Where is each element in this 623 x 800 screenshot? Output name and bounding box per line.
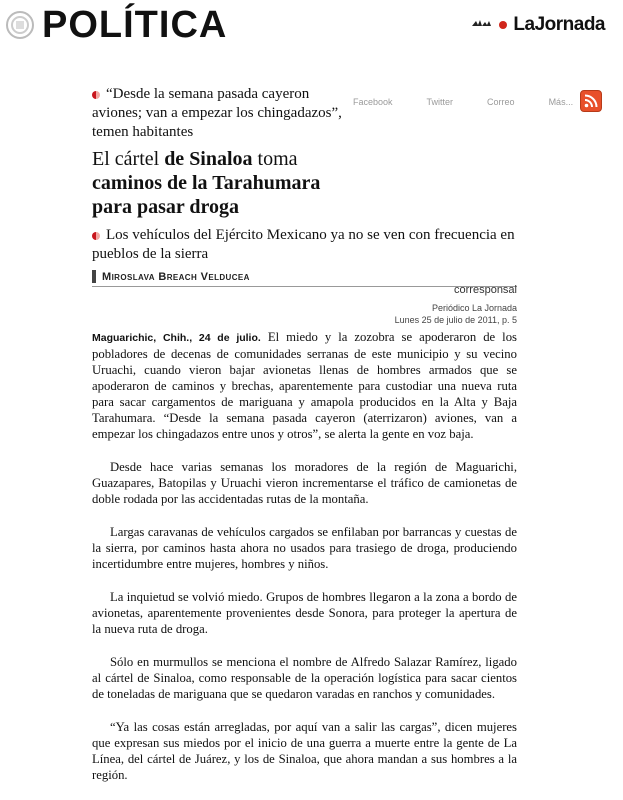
headline-part3-lead: toma: [252, 148, 298, 170]
section-title: POLÍTICA: [42, 4, 228, 46]
brand-birds-icon: [471, 17, 493, 33]
byline-marker: [92, 270, 96, 283]
article-paragraph: La inquietud se volvió miedo. Grupos de hombres llegaron a la zona a bordo de avionetas, aparentemente provenientes desde Sonora, para proteger la apertura de la nueva ruta de droga.: [92, 590, 517, 636]
byline-role: corresponsal: [454, 284, 517, 296]
article-paragraph: Desde hace varias semanas los moradores de la región de Maguarichi, Guazapares, Batopilas y Uruachi vieron incrementarse el tráfico de camionetas de doble rodada por las accidentadas rutas de la montaña.: [92, 460, 517, 506]
headline: [92, 147, 352, 219]
paragraph-text: El miedo y la zozobra se apoderaron de los pobladores de decenas de comunidades serranas de este municipio y su vecino Uruachi, cuando vieron bajar avionetas llenas de hombres armados que se apoderaron de caminos y brechas, aparentemente para custodiar una nueva ruta para sacar cargamentos de mariguana y amapola producidos en la Alta y Baja Tarahumara. “Desde la semana pasada cayeron (aterrizaron) aviones, van a empezar los chingadazos entre unos y otros”, se alerta la gente en voz baja.: [92, 330, 517, 441]
article-paragraph: Largas caravanas de vehículos cargados se enfilaban por barrancas y cuestas de la sierra, por caminos hasta ahora no usados para trasiego de droga, produciendo incertidumbre entre mujeres, hombres y niños.: [92, 525, 517, 571]
share-email-link[interactable]: Correo: [487, 97, 515, 107]
rss-icon[interactable]: [580, 90, 602, 112]
publication-name: Periódico La Jornada: [431, 303, 517, 313]
publication-date: Lunes 25 de julio de 2011, p. 5: [394, 315, 517, 325]
dateline: Maguarichic, Chih., 24 de julio.: [92, 332, 261, 344]
byline-author: Miroslava Breach Velducea: [102, 271, 250, 283]
bullet-icon: [92, 91, 100, 99]
brand-logo[interactable]: [471, 14, 605, 36]
article-paragraph: “Ya las cosas están arregladas, por aquí van a salir las cargas”, dicen mujeres que expresan sus miedos por el inicio de una guerra a muerte entre la gente de La Línea, del cártel de Juárez, y los de Sinaloa, que ahora mandan a sus hombres a la región.: [92, 720, 517, 782]
subheadline-text: Los vehículos del Ejército Mexicano ya no se ven con frecuencia en pueblos de la sierra: [92, 227, 515, 262]
bullet-icon: [92, 232, 100, 240]
headline-part1: El cártel: [92, 148, 165, 170]
share-bar: [353, 97, 573, 107]
headline-part2: de Sinaloa: [164, 148, 253, 170]
section-seal-icon: [5, 10, 35, 40]
share-more-link[interactable]: Más...: [548, 97, 574, 107]
article-body: [92, 329, 517, 800]
brand-dot-icon: [499, 21, 507, 29]
article-paragraph: [92, 329, 517, 442]
share-facebook-link[interactable]: Facebook: [353, 97, 393, 107]
page-header: [0, 0, 623, 60]
article-paragraph: Sólo en murmullos se menciona el nombre de Alfredo Salazar Ramírez, ligado al cártel de Sinaloa, como responsable de la operación logística para sacar cientos de toneladas de mariguana que se quedaron varadas en ranchos y comunidades.: [92, 655, 517, 701]
kicker-text: “Desde la semana pasada cayeron aviones; van a empezar los chingadazos”, temen habitantes: [92, 86, 342, 140]
subheadline: [92, 226, 532, 264]
brand-name: LaJornada: [513, 14, 605, 35]
share-twitter-link[interactable]: Twitter: [426, 97, 454, 107]
headline-part3: caminos de la Tarahumara para pasar droga: [92, 172, 321, 218]
kicker: [92, 85, 342, 142]
